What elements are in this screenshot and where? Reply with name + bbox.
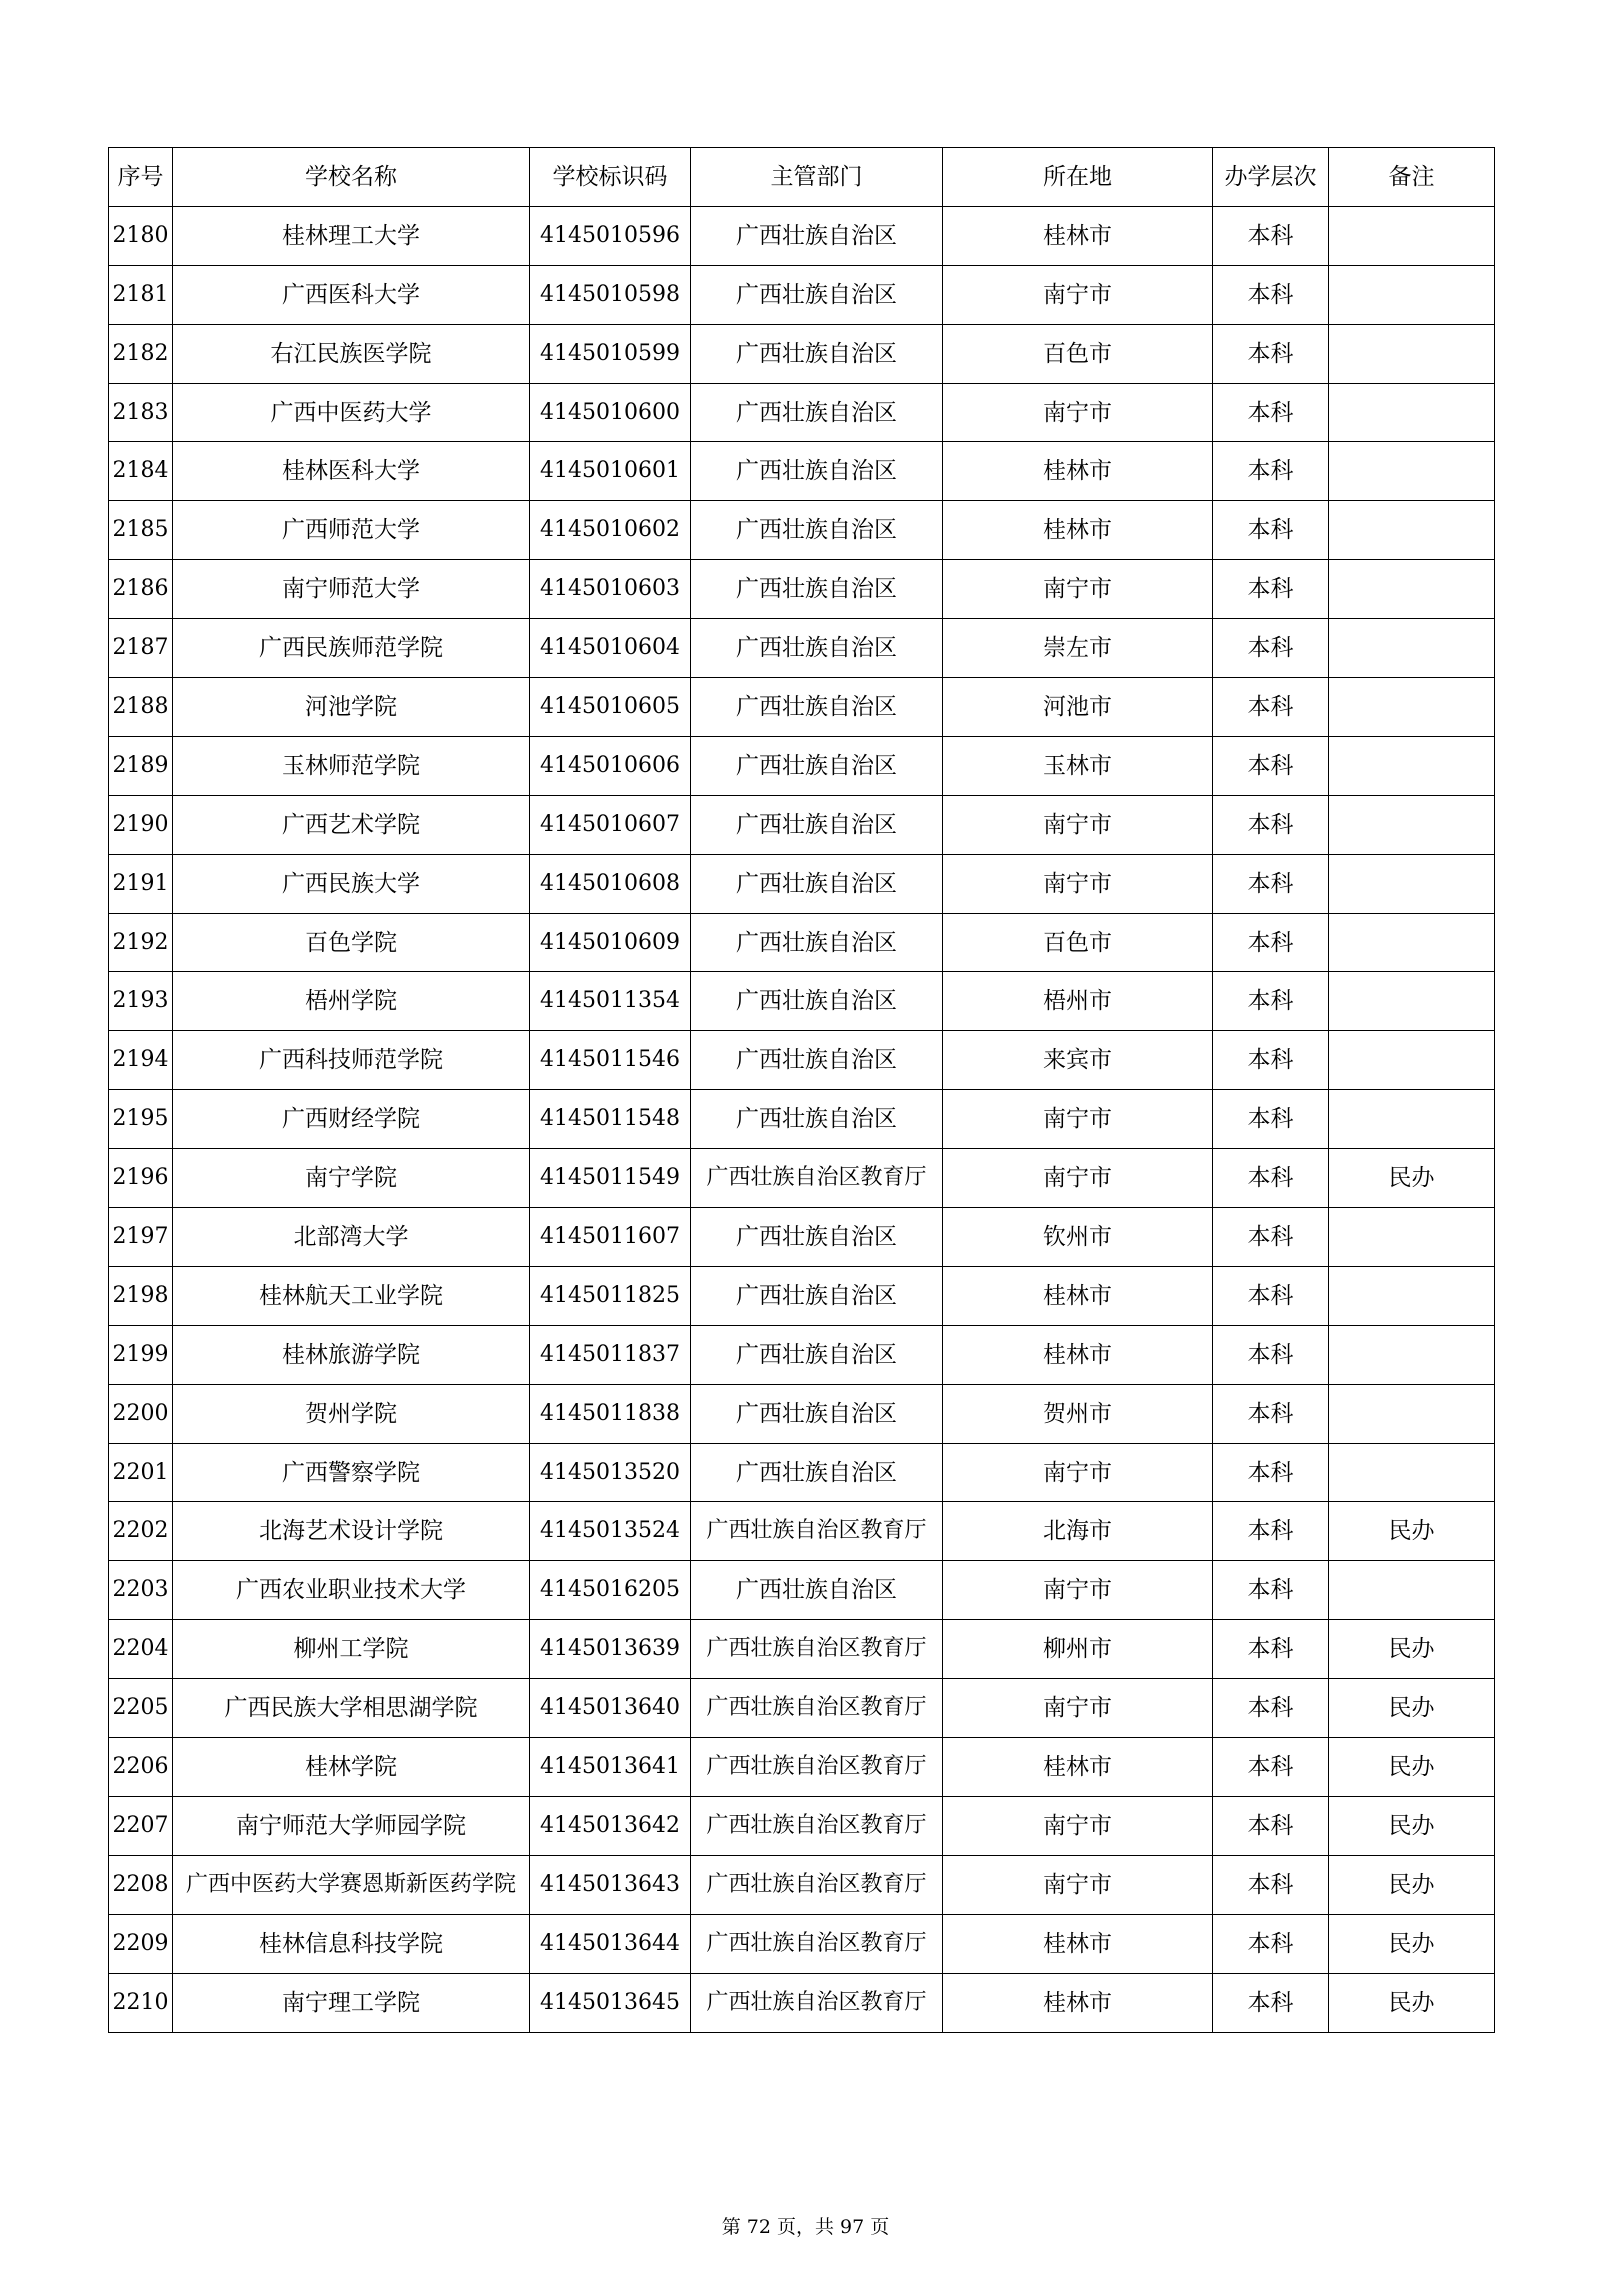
cell-level: 本科 — [1213, 1031, 1329, 1090]
cell-note: 民办 — [1329, 1855, 1495, 1914]
cell-note — [1329, 265, 1495, 324]
cell-note — [1329, 913, 1495, 972]
cell-department: 广西壮族自治区教育厅 — [691, 1914, 943, 1973]
cell-seq: 2193 — [109, 972, 173, 1031]
cell-school-code: 4145013642 — [530, 1796, 691, 1855]
cell-location: 南宁市 — [943, 265, 1213, 324]
table-row — [109, 560, 1495, 619]
header-level: 办学层次 — [1213, 148, 1329, 207]
cell-location: 桂林市 — [943, 1973, 1213, 2032]
cell-level: 本科 — [1213, 1266, 1329, 1325]
cell-location: 南宁市 — [943, 1149, 1213, 1208]
table-row — [109, 1502, 1495, 1561]
cell-location: 南宁市 — [943, 560, 1213, 619]
cell-school-code: 4145013641 — [530, 1738, 691, 1797]
table-row — [109, 1384, 1495, 1443]
cell-level: 本科 — [1213, 913, 1329, 972]
cell-school-code: 4145011838 — [530, 1384, 691, 1443]
table-row — [109, 678, 1495, 737]
cell-department: 广西壮族自治区 — [691, 619, 943, 678]
cell-school-name: 广西财经学院 — [173, 1090, 530, 1149]
header-note: 备注 — [1329, 148, 1495, 207]
cell-school-name: 南宁学院 — [173, 1149, 530, 1208]
page-number: 第 72 页，共 97 页 — [721, 2216, 890, 2238]
cell-note — [1329, 560, 1495, 619]
cell-note: 民办 — [1329, 1679, 1495, 1738]
cell-department: 广西壮族自治区 — [691, 854, 943, 913]
cell-department: 广西壮族自治区 — [691, 560, 943, 619]
cell-school-name: 广西医科大学 — [173, 265, 530, 324]
cell-school-name: 广西民族师范学院 — [173, 619, 530, 678]
table-row — [109, 1031, 1495, 1090]
cell-note: 民办 — [1329, 1973, 1495, 2032]
cell-department: 广西壮族自治区 — [691, 1031, 943, 1090]
table-row — [109, 383, 1495, 442]
cell-department: 广西壮族自治区 — [691, 1443, 943, 1502]
cell-school-code: 4145011607 — [530, 1208, 691, 1267]
cell-location: 崇左市 — [943, 619, 1213, 678]
table-row — [109, 1738, 1495, 1797]
cell-seq: 2198 — [109, 1266, 173, 1325]
cell-seq: 2181 — [109, 265, 173, 324]
table-row — [109, 619, 1495, 678]
cell-school-name: 右江民族医学院 — [173, 324, 530, 383]
cell-location: 钦州市 — [943, 1208, 1213, 1267]
cell-department: 广西壮族自治区教育厅 — [691, 1149, 943, 1208]
table-row — [109, 1620, 1495, 1679]
cell-level: 本科 — [1213, 501, 1329, 560]
table-row — [109, 206, 1495, 265]
cell-school-name: 百色学院 — [173, 913, 530, 972]
cell-seq: 2186 — [109, 560, 173, 619]
cell-school-code: 4145011546 — [530, 1031, 691, 1090]
cell-note — [1329, 383, 1495, 442]
cell-school-name: 桂林医科大学 — [173, 442, 530, 501]
header-seq: 序号 — [109, 148, 173, 207]
cell-location: 南宁市 — [943, 1796, 1213, 1855]
table-row — [109, 324, 1495, 383]
cell-level: 本科 — [1213, 854, 1329, 913]
cell-note — [1329, 501, 1495, 560]
cell-school-code: 4145016205 — [530, 1561, 691, 1620]
cell-note: 民办 — [1329, 1796, 1495, 1855]
cell-seq: 2190 — [109, 795, 173, 854]
cell-note: 民办 — [1329, 1620, 1495, 1679]
cell-level: 本科 — [1213, 1561, 1329, 1620]
cell-school-name: 桂林理工大学 — [173, 206, 530, 265]
cell-note — [1329, 1090, 1495, 1149]
cell-department: 广西壮族自治区 — [691, 795, 943, 854]
cell-level: 本科 — [1213, 1855, 1329, 1914]
table-row — [109, 795, 1495, 854]
cell-level: 本科 — [1213, 1090, 1329, 1149]
table-row — [109, 1561, 1495, 1620]
cell-department: 广西壮族自治区 — [691, 1384, 943, 1443]
table-header — [109, 148, 1495, 207]
cell-school-name: 广西中医药大学 — [173, 383, 530, 442]
cell-school-name: 南宁师范大学 — [173, 560, 530, 619]
cell-note — [1329, 1384, 1495, 1443]
cell-school-name: 北海艺术设计学院 — [173, 1502, 530, 1561]
table-row — [109, 854, 1495, 913]
table-row — [109, 1914, 1495, 1973]
cell-school-code: 4145011825 — [530, 1266, 691, 1325]
cell-school-name: 北部湾大学 — [173, 1208, 530, 1267]
cell-level: 本科 — [1213, 1208, 1329, 1267]
table-row — [109, 1266, 1495, 1325]
cell-seq: 2208 — [109, 1855, 173, 1914]
cell-school-name: 南宁理工学院 — [173, 1973, 530, 2032]
cell-school-name: 南宁师范大学师园学院 — [173, 1796, 530, 1855]
cell-school-code: 4145010603 — [530, 560, 691, 619]
cell-department: 广西壮族自治区 — [691, 206, 943, 265]
cell-school-code: 4145013640 — [530, 1679, 691, 1738]
cell-school-name: 广西警察学院 — [173, 1443, 530, 1502]
cell-school-name: 贺州学院 — [173, 1384, 530, 1443]
cell-note — [1329, 854, 1495, 913]
cell-department: 广西壮族自治区 — [691, 1090, 943, 1149]
table-row — [109, 265, 1495, 324]
cell-location: 桂林市 — [943, 1266, 1213, 1325]
cell-school-code: 4145011549 — [530, 1149, 691, 1208]
cell-note: 民办 — [1329, 1502, 1495, 1561]
cell-location: 桂林市 — [943, 1738, 1213, 1797]
cell-seq: 2182 — [109, 324, 173, 383]
cell-department: 广西壮族自治区 — [691, 501, 943, 560]
cell-school-code: 4145011548 — [530, 1090, 691, 1149]
table-row — [109, 1443, 1495, 1502]
cell-department: 广西壮族自治区 — [691, 442, 943, 501]
cell-department: 广西壮族自治区教育厅 — [691, 1620, 943, 1679]
cell-school-code: 4145010606 — [530, 736, 691, 795]
cell-location: 桂林市 — [943, 1325, 1213, 1384]
cell-department: 广西壮族自治区 — [691, 324, 943, 383]
cell-level: 本科 — [1213, 736, 1329, 795]
cell-level: 本科 — [1213, 1914, 1329, 1973]
cell-seq: 2200 — [109, 1384, 173, 1443]
cell-seq: 2203 — [109, 1561, 173, 1620]
table-row — [109, 1090, 1495, 1149]
cell-school-code: 4145010596 — [530, 206, 691, 265]
table-row — [109, 1679, 1495, 1738]
cell-level: 本科 — [1213, 206, 1329, 265]
table-row — [109, 736, 1495, 795]
cell-note — [1329, 619, 1495, 678]
cell-level: 本科 — [1213, 795, 1329, 854]
cell-school-code: 4145010598 — [530, 265, 691, 324]
cell-school-code: 4145010601 — [530, 442, 691, 501]
cell-school-code: 4145010600 — [530, 383, 691, 442]
cell-department: 广西壮族自治区 — [691, 1208, 943, 1267]
cell-school-name: 桂林旅游学院 — [173, 1325, 530, 1384]
cell-note — [1329, 206, 1495, 265]
cell-school-name: 桂林信息科技学院 — [173, 1914, 530, 1973]
cell-seq: 2201 — [109, 1443, 173, 1502]
cell-seq: 2197 — [109, 1208, 173, 1267]
cell-department: 广西壮族自治区教育厅 — [691, 1973, 943, 2032]
header-school-code: 学校标识码 — [530, 148, 691, 207]
cell-school-code: 4145010604 — [530, 619, 691, 678]
cell-location: 百色市 — [943, 913, 1213, 972]
header-row — [109, 148, 1495, 207]
cell-school-name: 桂林航天工业学院 — [173, 1266, 530, 1325]
cell-level: 本科 — [1213, 1384, 1329, 1443]
cell-location: 南宁市 — [943, 1679, 1213, 1738]
cell-location: 桂林市 — [943, 501, 1213, 560]
cell-school-name: 柳州工学院 — [173, 1620, 530, 1679]
cell-seq: 2204 — [109, 1620, 173, 1679]
cell-seq: 2209 — [109, 1914, 173, 1973]
cell-note — [1329, 678, 1495, 737]
table-row — [109, 442, 1495, 501]
cell-level: 本科 — [1213, 1620, 1329, 1679]
cell-school-code: 4145010599 — [530, 324, 691, 383]
cell-note — [1329, 1031, 1495, 1090]
cell-location: 南宁市 — [943, 1855, 1213, 1914]
cell-location: 南宁市 — [943, 1090, 1213, 1149]
cell-location: 柳州市 — [943, 1620, 1213, 1679]
cell-school-name: 广西中医药大学赛恩斯新医药学院 — [173, 1855, 530, 1914]
cell-school-code: 4145013520 — [530, 1443, 691, 1502]
cell-note — [1329, 736, 1495, 795]
cell-school-code: 4145010608 — [530, 854, 691, 913]
cell-department: 广西壮族自治区 — [691, 736, 943, 795]
cell-school-name: 玉林师范学院 — [173, 736, 530, 795]
table-row — [109, 1149, 1495, 1208]
cell-school-name: 广西民族大学 — [173, 854, 530, 913]
cell-note: 民办 — [1329, 1149, 1495, 1208]
cell-note — [1329, 1208, 1495, 1267]
cell-school-code: 4145013645 — [530, 1973, 691, 2032]
cell-department: 广西壮族自治区教育厅 — [691, 1679, 943, 1738]
cell-school-code: 4145010605 — [530, 678, 691, 737]
cell-note — [1329, 795, 1495, 854]
cell-seq: 2188 — [109, 678, 173, 737]
table-row — [109, 972, 1495, 1031]
cell-note — [1329, 442, 1495, 501]
cell-level: 本科 — [1213, 1738, 1329, 1797]
cell-school-code: 4145013644 — [530, 1914, 691, 1973]
cell-location: 来宾市 — [943, 1031, 1213, 1090]
cell-school-code: 4145013643 — [530, 1855, 691, 1914]
cell-location: 桂林市 — [943, 1914, 1213, 1973]
cell-location: 南宁市 — [943, 854, 1213, 913]
cell-school-code: 4145011354 — [530, 972, 691, 1031]
cell-note: 民办 — [1329, 1914, 1495, 1973]
cell-department: 广西壮族自治区 — [691, 972, 943, 1031]
cell-school-name: 桂林学院 — [173, 1738, 530, 1797]
cell-department: 广西壮族自治区教育厅 — [691, 1502, 943, 1561]
cell-note — [1329, 1561, 1495, 1620]
cell-seq: 2199 — [109, 1325, 173, 1384]
cell-level: 本科 — [1213, 560, 1329, 619]
cell-note — [1329, 324, 1495, 383]
cell-location: 北海市 — [943, 1502, 1213, 1561]
cell-department: 广西壮族自治区 — [691, 1325, 943, 1384]
cell-school-code: 4145013524 — [530, 1502, 691, 1561]
cell-seq: 2196 — [109, 1149, 173, 1208]
cell-location: 南宁市 — [943, 1443, 1213, 1502]
cell-location: 百色市 — [943, 324, 1213, 383]
cell-level: 本科 — [1213, 1679, 1329, 1738]
schools-table — [108, 147, 1495, 2033]
cell-level: 本科 — [1213, 619, 1329, 678]
cell-note — [1329, 972, 1495, 1031]
cell-department: 广西壮族自治区 — [691, 383, 943, 442]
cell-note — [1329, 1266, 1495, 1325]
cell-school-name: 广西艺术学院 — [173, 795, 530, 854]
cell-location: 桂林市 — [943, 206, 1213, 265]
cell-school-code: 4145011837 — [530, 1325, 691, 1384]
cell-seq: 2184 — [109, 442, 173, 501]
table-row — [109, 501, 1495, 560]
cell-department: 广西壮族自治区 — [691, 265, 943, 324]
table-row — [109, 1208, 1495, 1267]
cell-note: 民办 — [1329, 1738, 1495, 1797]
cell-seq: 2207 — [109, 1796, 173, 1855]
cell-department: 广西壮族自治区教育厅 — [691, 1855, 943, 1914]
table-row — [109, 913, 1495, 972]
cell-level: 本科 — [1213, 1502, 1329, 1561]
cell-seq: 2210 — [109, 1973, 173, 2032]
cell-department: 广西壮族自治区教育厅 — [691, 1796, 943, 1855]
cell-location: 贺州市 — [943, 1384, 1213, 1443]
cell-school-code: 4145010609 — [530, 913, 691, 972]
cell-school-name: 广西科技师范学院 — [173, 1031, 530, 1090]
cell-note — [1329, 1325, 1495, 1384]
cell-seq: 2205 — [109, 1679, 173, 1738]
cell-seq: 2194 — [109, 1031, 173, 1090]
cell-seq: 2195 — [109, 1090, 173, 1149]
cell-seq: 2185 — [109, 501, 173, 560]
cell-school-name: 广西农业职业技术大学 — [173, 1561, 530, 1620]
table-row — [109, 1796, 1495, 1855]
header-school-name: 学校名称 — [173, 148, 530, 207]
cell-seq: 2189 — [109, 736, 173, 795]
cell-location: 桂林市 — [943, 442, 1213, 501]
cell-level: 本科 — [1213, 1149, 1329, 1208]
cell-department: 广西壮族自治区 — [691, 678, 943, 737]
cell-school-name: 梧州学院 — [173, 972, 530, 1031]
cell-level: 本科 — [1213, 1325, 1329, 1384]
header-location: 所在地 — [943, 148, 1213, 207]
cell-department: 广西壮族自治区 — [691, 913, 943, 972]
cell-level: 本科 — [1213, 1973, 1329, 2032]
cell-level: 本科 — [1213, 1796, 1329, 1855]
cell-level: 本科 — [1213, 324, 1329, 383]
cell-seq: 2206 — [109, 1738, 173, 1797]
cell-level: 本科 — [1213, 442, 1329, 501]
table-row — [109, 1855, 1495, 1914]
cell-department: 广西壮族自治区 — [691, 1266, 943, 1325]
cell-school-name: 河池学院 — [173, 678, 530, 737]
cell-school-code: 4145010602 — [530, 501, 691, 560]
cell-school-name: 广西民族大学相思湖学院 — [173, 1679, 530, 1738]
cell-location: 河池市 — [943, 678, 1213, 737]
cell-seq: 2192 — [109, 913, 173, 972]
header-department: 主管部门 — [691, 148, 943, 207]
cell-location: 梧州市 — [943, 972, 1213, 1031]
cell-level: 本科 — [1213, 972, 1329, 1031]
cell-department: 广西壮族自治区教育厅 — [691, 1738, 943, 1797]
cell-seq: 2202 — [109, 1502, 173, 1561]
table-body — [109, 206, 1495, 2032]
cell-location: 南宁市 — [943, 383, 1213, 442]
cell-location: 玉林市 — [943, 736, 1213, 795]
table-row — [109, 1973, 1495, 2032]
cell-level: 本科 — [1213, 383, 1329, 442]
cell-level: 本科 — [1213, 678, 1329, 737]
cell-school-code: 4145013639 — [530, 1620, 691, 1679]
cell-seq: 2180 — [109, 206, 173, 265]
cell-level: 本科 — [1213, 265, 1329, 324]
cell-school-name: 广西师范大学 — [173, 501, 530, 560]
cell-seq: 2191 — [109, 854, 173, 913]
cell-note — [1329, 1443, 1495, 1502]
cell-seq: 2183 — [109, 383, 173, 442]
cell-school-code: 4145010607 — [530, 795, 691, 854]
cell-location: 南宁市 — [943, 795, 1213, 854]
cell-level: 本科 — [1213, 1443, 1329, 1502]
table-row — [109, 1325, 1495, 1384]
cell-department: 广西壮族自治区 — [691, 1561, 943, 1620]
cell-seq: 2187 — [109, 619, 173, 678]
cell-location: 南宁市 — [943, 1561, 1213, 1620]
